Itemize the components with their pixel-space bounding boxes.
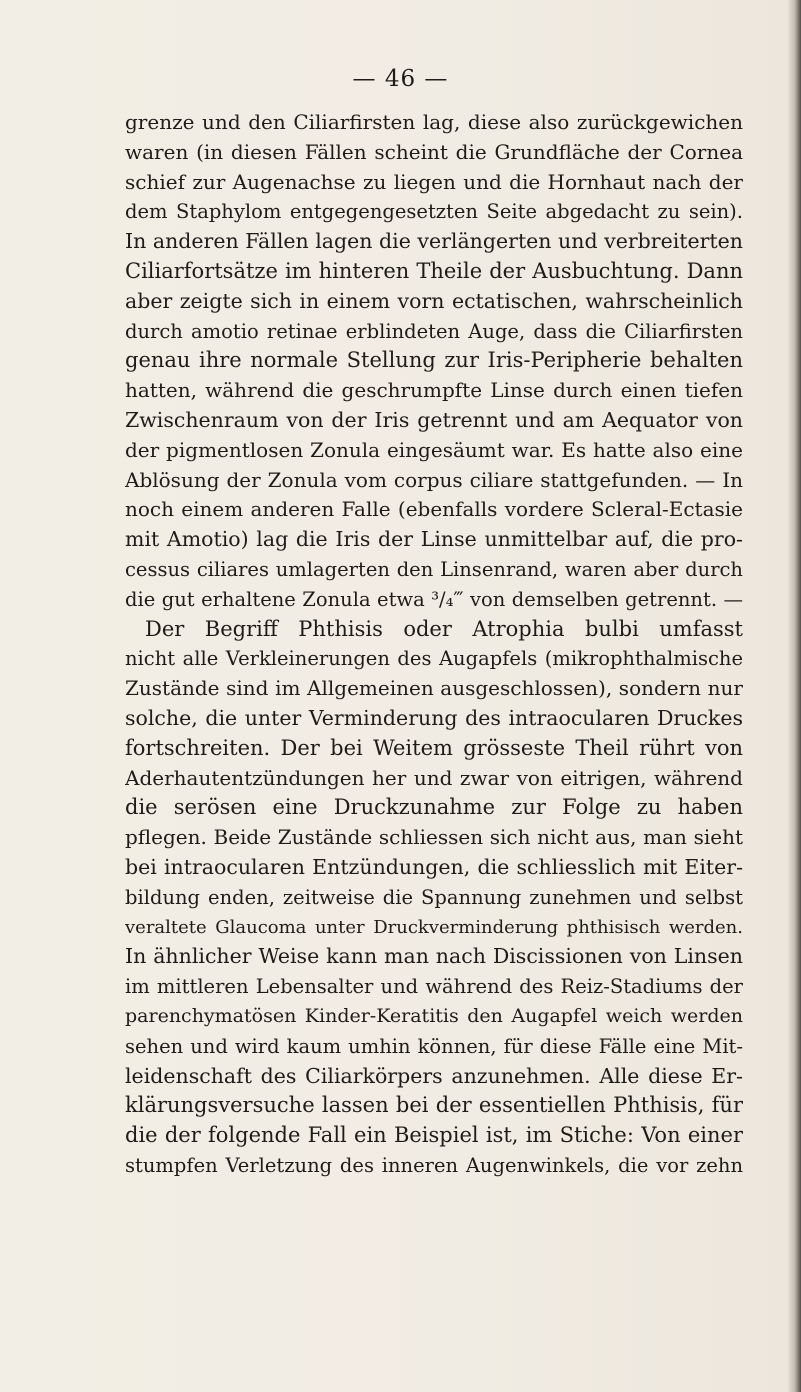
text-line: bei intraocularen Entzündungen, die schliesslich mit Eiter- — [125, 854, 743, 879]
text-line: noch einem anderen Falle (ebenfalls vordere Scleral-Ectasie — [125, 497, 743, 522]
text-line: grenze und den Ciliarfirsten lag, diese also zurückgewichen — [125, 110, 743, 134]
text-line: Aderhautentzündungen her und zwar von eitrigen, während — [125, 765, 743, 790]
text-line: bildung enden, zeitweise die Spannung zunehmen und selbst — [125, 885, 743, 909]
text-line: die gut erhaltene Zonula etwa ³/₄‴ von demselben getrennt. — — [125, 587, 743, 611]
text-line: sehen und wird kaum umhin können, für diese Fälle eine Mit- — [125, 1034, 743, 1058]
text-line: im mittleren Lebensalter und während des Reiz-Stadiums der — [125, 975, 743, 999]
text-line-paragraph-start: Der Begriff Phthisis oder Atrophia bulbi umfasst — [145, 616, 743, 641]
text-line: stumpfen Verletzung des inneren Augenwinkels, die vor zehn — [125, 1153, 743, 1177]
page-edge-shadow — [787, 0, 801, 1392]
text-line: leidenschaft des Ciliarkörpers anzunehmen. Alle diese Er- — [125, 1063, 743, 1088]
text-line: fortschreiten. Der bei Weitem grösseste Theil rührt von — [125, 735, 743, 760]
text-line: dem Staphylom entgegengesetzten Seite abgedacht zu sein). — [125, 200, 743, 224]
text-line: Zwischenraum von der Iris getrennt und am Aequator von — [125, 407, 743, 432]
text-line: mit Amotio) lag die Iris der Linse unmittelbar auf, die pro- — [125, 527, 743, 552]
text-line: durch amotio retinae erblindeten Auge, dass die Ciliarfirsten — [125, 319, 743, 343]
text-line: nicht alle Verkleinerungen des Augapfels (mikrophthalmische — [125, 647, 743, 671]
text-line: die serösen eine Druckzunahme zur Folge zu haben — [125, 795, 743, 820]
text-line: solche, die unter Verminderung des intraocularen Druckes — [125, 705, 743, 730]
text-line: genau ihre normale Stellung zur Iris-Peripherie behalten — [125, 348, 743, 373]
page-number: — 46 — — [352, 66, 449, 92]
text-line: der pigmentlosen Zonula eingesäumt war. Es hatte also eine — [125, 437, 743, 462]
text-line: pflegen. Beide Zustände schliessen sich nicht aus, man sieht — [125, 825, 743, 850]
body-text — [125, 108, 743, 1181]
text-line: schief zur Augenachse zu liegen und die Hornhaut nach der — [125, 169, 743, 194]
text-line: Ciliarfortsätze im hinteren Theile der Ausbuchtung. Dann — [125, 258, 743, 283]
text-line: klärungsversuche lassen bei der essentiellen Phthisis, für — [125, 1093, 743, 1118]
text-line: waren (in diesen Fällen scheint die Grundfläche der Cornea — [125, 139, 743, 164]
text-line: hatten, während die geschrumpfte Linse durch einen tiefen — [125, 378, 743, 403]
text-line: cessus ciliares umlagerten den Linsenrand, waren aber durch — [125, 557, 743, 581]
text-line: veraltete Glaucoma unter Druckverminderung phthisisch werden. — [125, 916, 743, 938]
text-line: Ablösung der Zonula vom corpus ciliare stattgefunden. — In — [125, 467, 743, 492]
text-line: die der folgende Fall ein Beispiel ist, im Stiche: Von einer — [125, 1123, 743, 1148]
text-line: parenchymatösen Kinder-Keratitis den Augapfel weich werden — [125, 1004, 743, 1027]
text-line: In anderen Fällen lagen die verlängerten und verbreiterten — [125, 229, 743, 254]
text-line: In ähnlicher Weise kann man nach Discissionen von Linsen — [125, 944, 743, 969]
text-line: Zustände sind im Allgemeinen ausgeschlossen), sondern nur — [125, 676, 743, 701]
text-line: aber zeigte sich in einem vorn ectatischen, wahrscheinlich — [125, 288, 743, 313]
